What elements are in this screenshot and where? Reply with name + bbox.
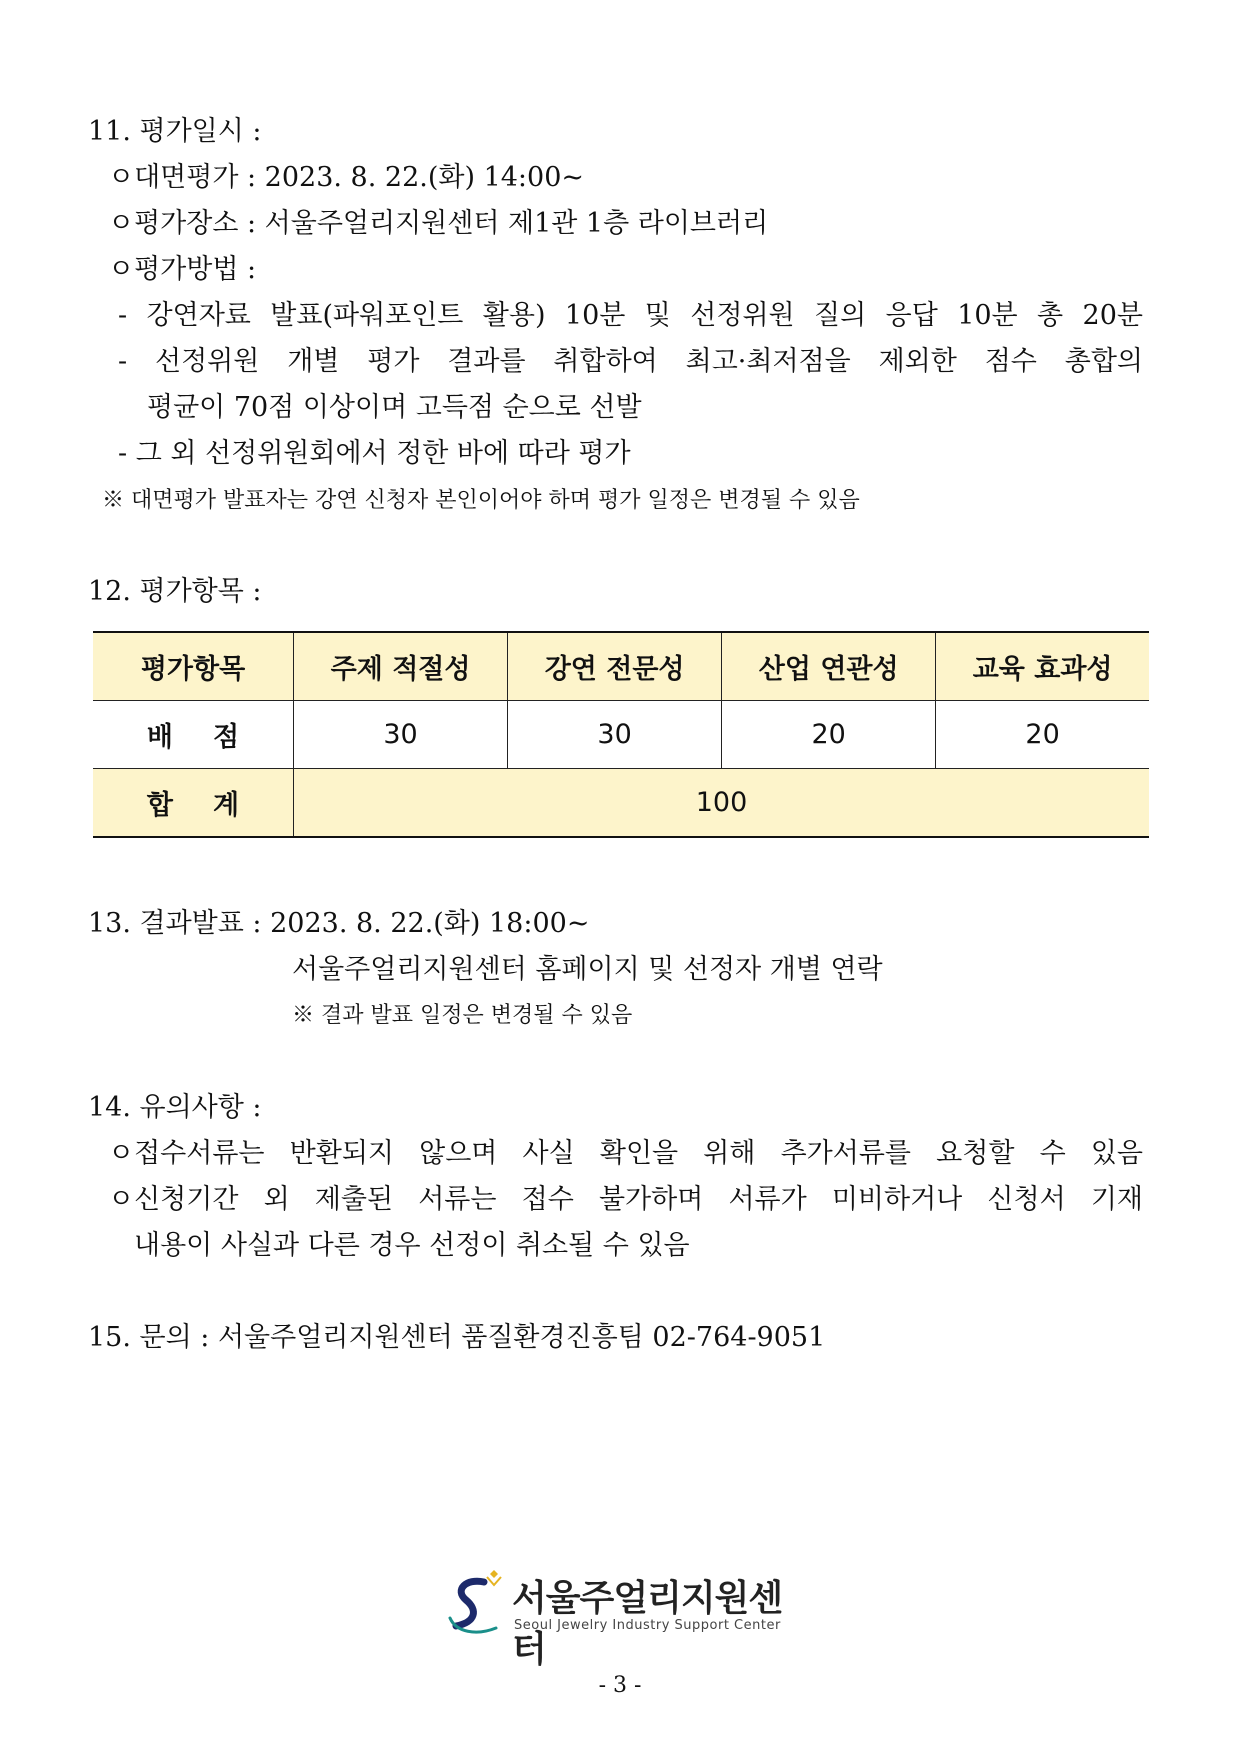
section-12-title: 12. 평가항목 :: [88, 576, 262, 607]
score-cell: 30: [294, 701, 508, 769]
notice-item-2-cont: 내용이 사실과 다른 경우 선정이 취소될 수 있음: [134, 1230, 690, 1261]
eval-method-item-2: - 선정위원 개별 평가 결과를 취합하여 최고·최저점을 제외한 점수 총합의: [118, 346, 1143, 377]
section-14-title: 14. 유의사항 :: [88, 1092, 262, 1123]
notice-item-2: ㅇ신청기간 외 제출된 서류는 접수 불가하며 서류가 미비하거나 신청서 기재: [108, 1184, 1143, 1215]
score-label: 배점: [93, 701, 294, 769]
section-13-title: 13. 결과발표 : 2023. 8. 22.(화) 18:00~: [88, 908, 590, 939]
result-announcement: 서울주얼리지원센터 홈페이지 및 선정자 개별 연락: [292, 954, 883, 985]
section-15-contact: 15. 문의 : 서울주얼리지원센터 품질환경진흥팀 02-764-9051: [88, 1322, 826, 1353]
eval-method-item-3: - 그 외 선정위원회에서 정한 바에 따라 평가: [118, 438, 631, 469]
table-row-total: [93, 769, 1149, 838]
logo-english-name: Seoul Jewelry Industry Support Center: [514, 1618, 781, 1633]
table-header-cell: 산업 연관성: [722, 632, 936, 701]
section-11-title: 11. 평가일시 :: [88, 116, 262, 147]
score-cell: 20: [722, 701, 936, 769]
evaluation-table: [93, 631, 1149, 838]
eval-note: ※ 대면평가 발표자는 강연 신청자 본인이어야 하며 평가 일정은 변경될 수 있음: [102, 488, 860, 513]
eval-place: ㅇ평가장소 : 서울주얼리지원센터 제1관 1층 라이브러리: [108, 208, 769, 239]
logo-name: 서울주얼리지원센터: [512, 1578, 783, 1670]
logo-mark-icon: [446, 1568, 506, 1638]
eval-method: ㅇ평가방법 :: [108, 254, 257, 285]
table-header-cell: 강연 전문성: [508, 632, 722, 701]
eval-method-item-1: - 강연자료 발표(파워포인트 활용) 10분 및 선정위원 질의 응답 10분 총 20분: [118, 300, 1143, 331]
logo: [446, 1568, 806, 1670]
eval-method-item-2-cont: 평균이 70점 이상이며 고득점 순으로 선발: [147, 392, 642, 423]
table-header-cell: 교육 효과성: [936, 632, 1149, 701]
table-header-cell: 평가항목: [93, 632, 294, 701]
notice-item-1: ㅇ접수서류는 반환되지 않으며 사실 확인을 위해 추가서류를 요청할 수 있음: [108, 1138, 1143, 1169]
table-header-cell: 주제 적절성: [294, 632, 508, 701]
total-label: 합계: [93, 769, 294, 838]
score-cell: 20: [936, 701, 1149, 769]
table-row-score: [93, 701, 1149, 769]
page-number: - 3 -: [598, 1673, 642, 1698]
total-value: 100: [294, 769, 1150, 838]
result-note: ※ 결과 발표 일정은 변경될 수 있음: [292, 1003, 633, 1028]
table-header-row: [93, 632, 1149, 701]
score-cell: 30: [508, 701, 722, 769]
eval-date: ㅇ대면평가 : 2023. 8. 22.(화) 14:00~: [108, 162, 584, 193]
